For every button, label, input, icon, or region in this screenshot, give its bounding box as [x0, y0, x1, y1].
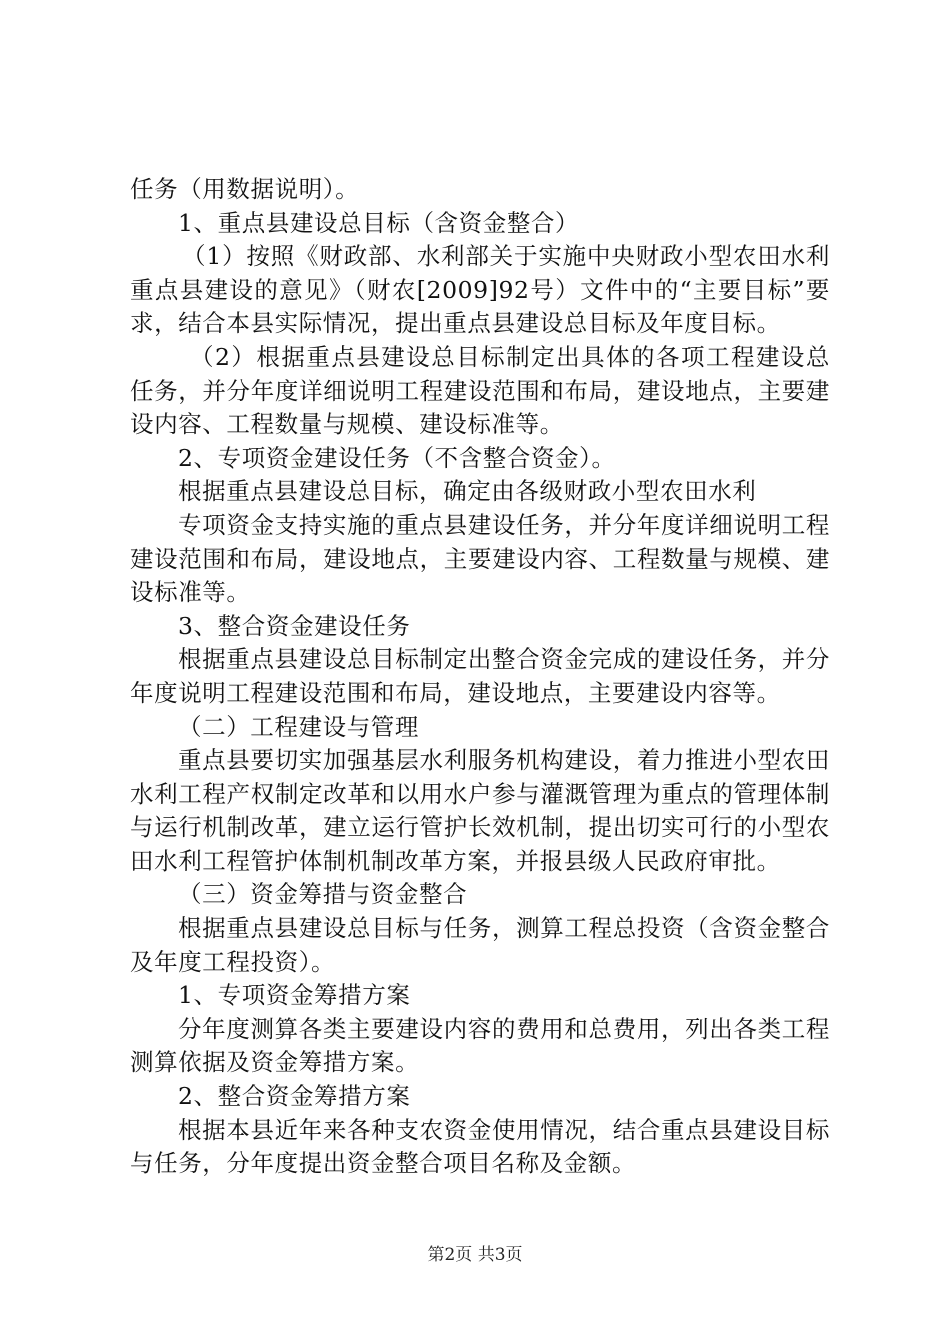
heading-integrated-fund-tasks: 3、整合资金建设任务: [178, 611, 411, 640]
paragraph-item-2: （2）根据重点县建设总目标制定出具体的各项工程建设总任务，并分年度详细说明工程建设范围和布局，建设地点，主要建设内容、工程数量与规模、建设标准等。: [130, 342, 830, 439]
paragraph-continuation: 任务（用数据说明）。: [130, 175, 360, 203]
heading-special-fund-plan: 1、专项资金筹措方案: [178, 981, 411, 1010]
paragraph-fund-raising: 根据重点县建设总目标与任务，测算工程总投资（含资金整合及年度工程投资）。: [130, 914, 830, 976]
page-footer: [0, 1244, 950, 1266]
page-number-label: 第2页 共3页: [427, 1245, 523, 1265]
heading-construction-management: （二）工程建设与管理: [178, 712, 419, 741]
paragraph-item-1: （1）按照《财政部、水利部关于实施中央财政小型农田水利重点县建设的意见》（财农[2009]92号）文件中的“主要目标”要求，结合本县实际情况，提出重点县建设总目标及年度目标。: [130, 242, 830, 338]
paragraph-special-fund-lead: 根据重点县建设总目标，确定由各级财政小型农田水利: [178, 477, 757, 506]
heading-key-county-goals: 1、重点县建设总目标（含资金整合）: [178, 208, 580, 237]
paragraph-construction-management: 重点县要切实加强基层水利服务机构建设，着力推进小型农田水利工程产权制定改革和以用水户参与灌溉管理为重点的管理体制与运行机制改革，建立运行管护长效机制，提出切实可行的小型农田水利工程管护体制机制改革方案，并报县级人民政府审批。: [130, 746, 830, 875]
heading-special-fund-tasks: 2、专项资金建设任务（不含整合资金）。: [178, 443, 616, 472]
paragraph-integrated-fund-plan: 根据本县近年来各种支农资金使用情况，结合重点县建设目标与任务，分年度提出资金整合项目名称及金额。: [130, 1115, 830, 1178]
paragraph-special-fund-body: 专项资金支持实施的重点县建设任务，并分年度详细说明工程建设范围和布局，建设地点，主要建设内容、工程数量与规模、建设标准等。: [130, 510, 830, 607]
document-body: [130, 173, 830, 1181]
paragraph-integrated-fund-tasks: 根据重点县建设总目标制定出整合资金完成的建设任务，并分年度说明工程建设范围和布局，建设地点，主要建设内容等。: [130, 645, 830, 707]
paragraph-special-fund-plan: 分年度测算各类主要建设内容的费用和总费用，列出各类工程测算依据及资金筹措方案。: [130, 1014, 830, 1077]
heading-integrated-fund-plan: 2、整合资金筹措方案: [178, 1082, 411, 1111]
heading-fund-raising: （三）资金筹措与资金整合: [178, 880, 468, 909]
